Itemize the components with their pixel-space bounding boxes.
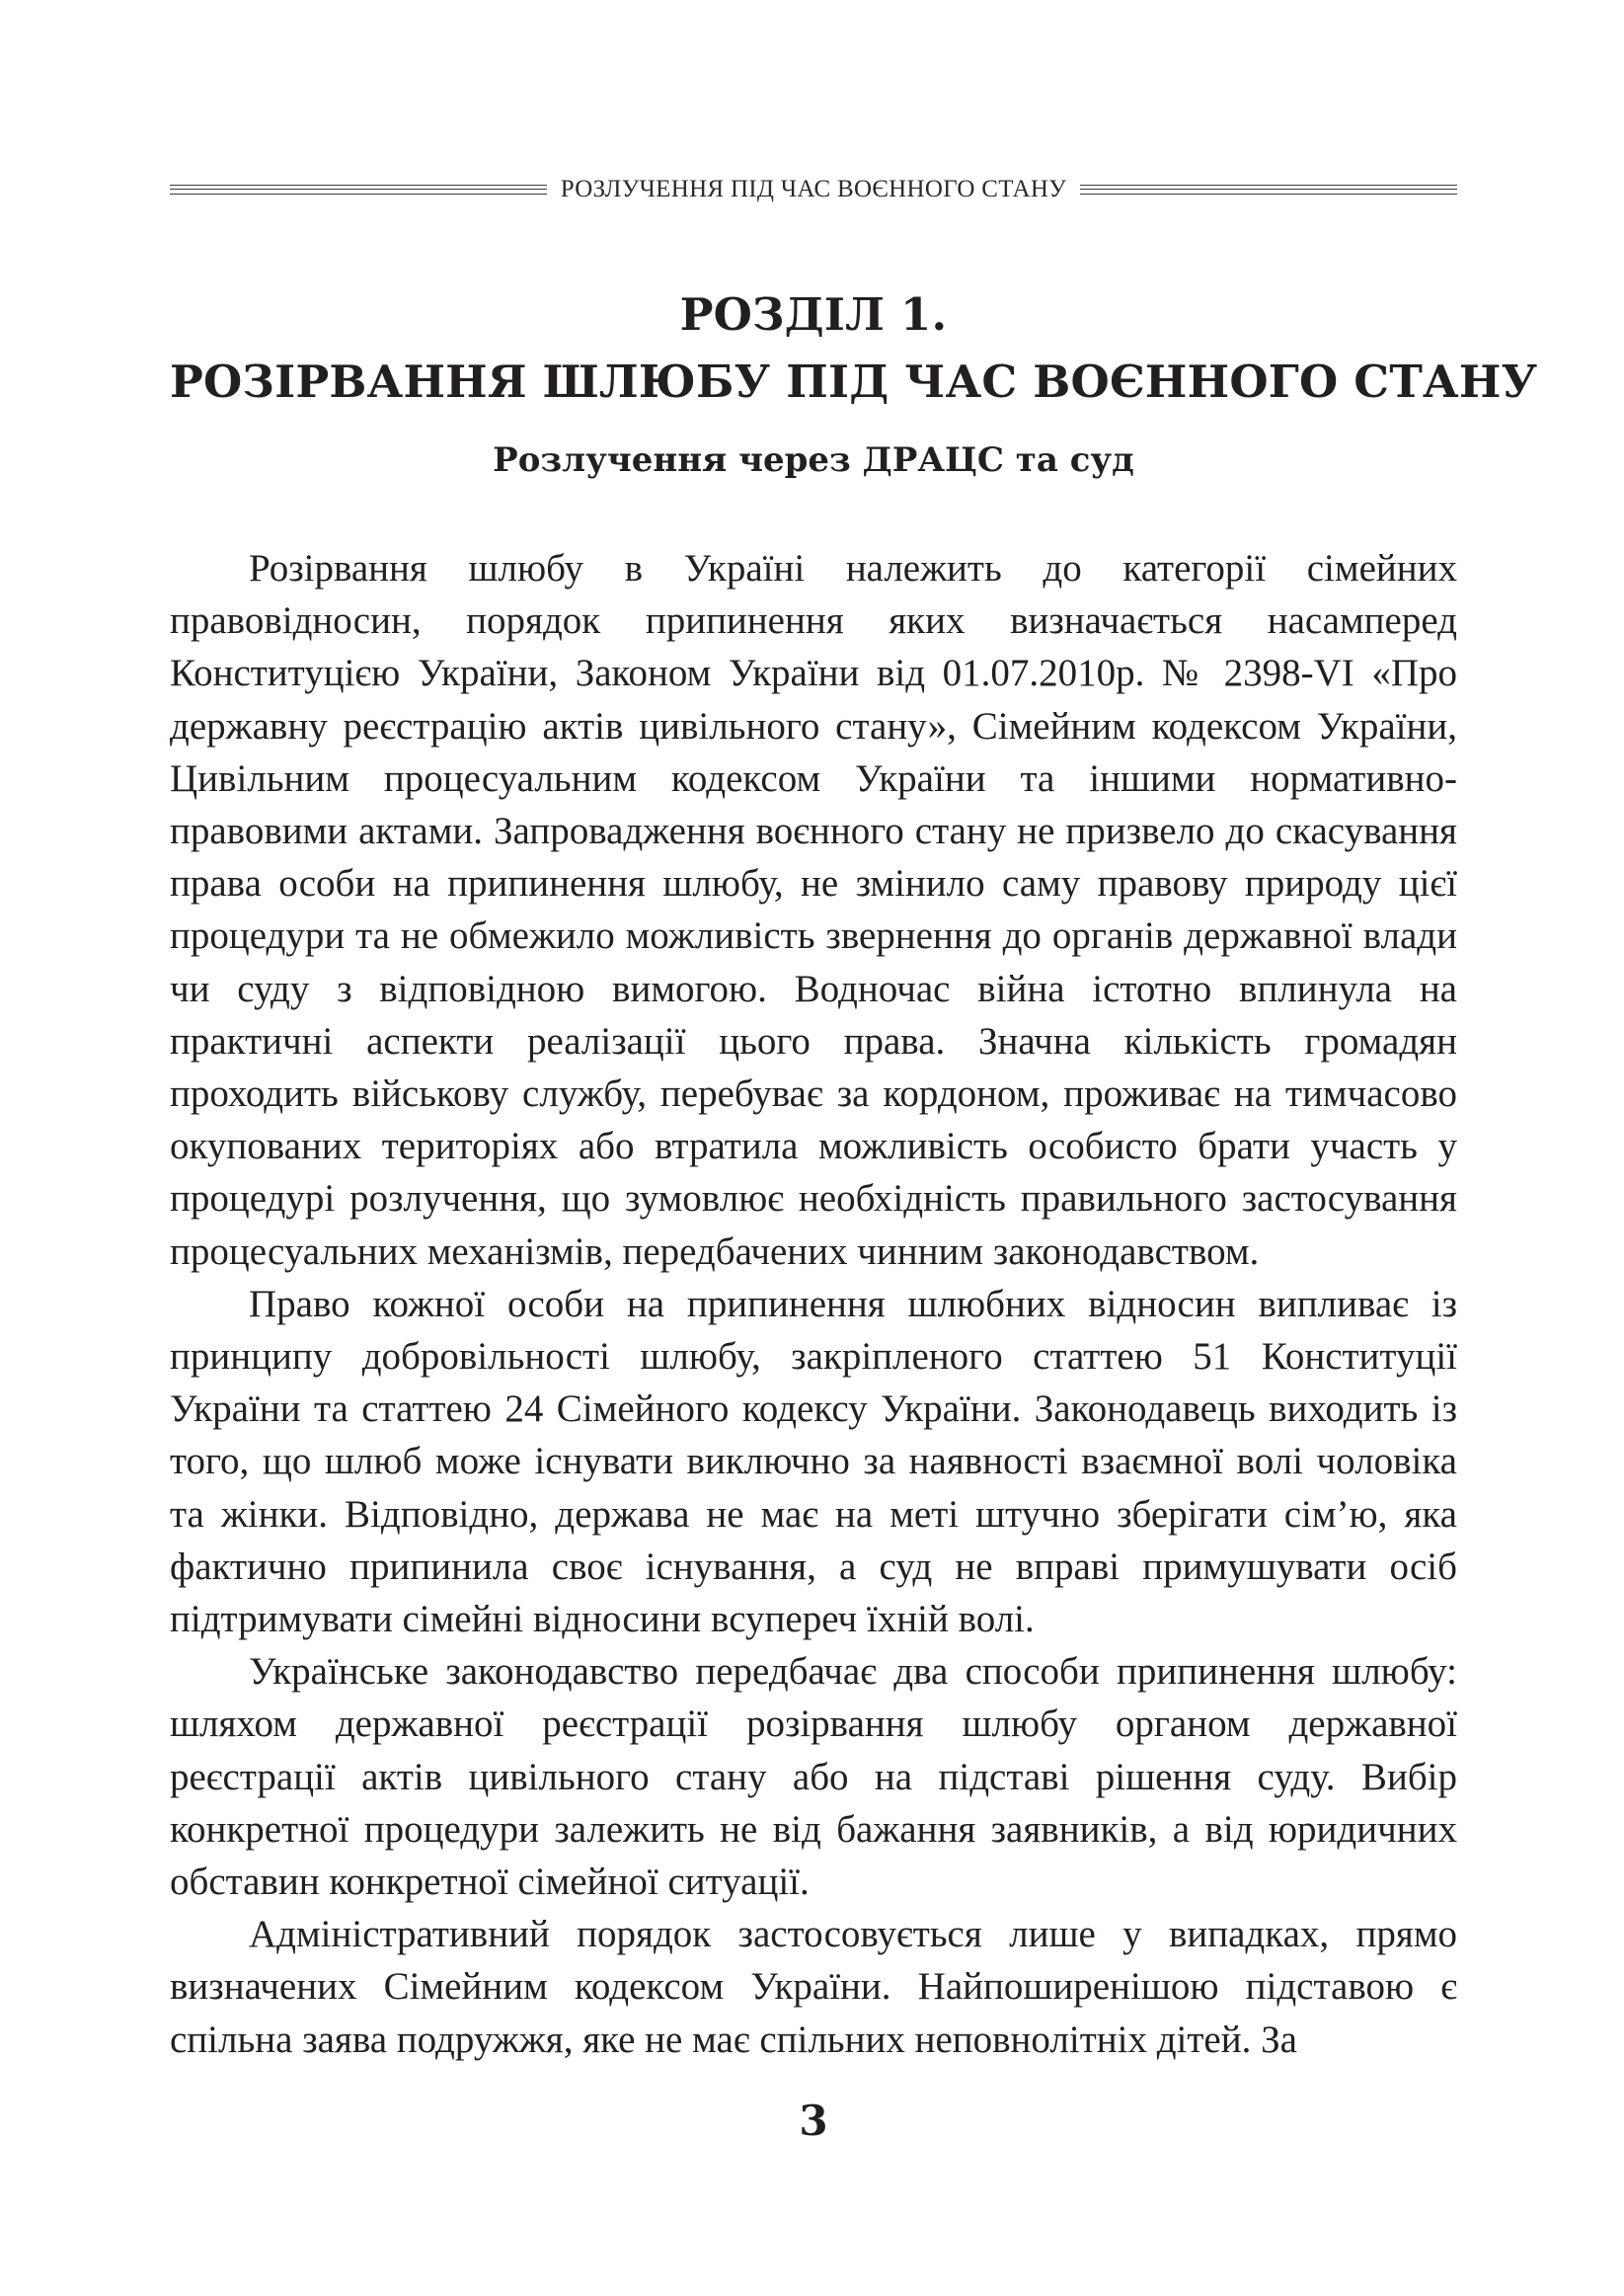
paragraph-2: Право кожної особи на припинення шлюбних відносин випливає із принципу добровільності шлюбу, закріпленого статтею 51 Конституції України та статтею 24 Сімейного кодексу України. Законодавець виходить із того, що шлюб може існувати виключно за наявності взаємної волі чоловіка та жінки. Відповідно, держава не має на меті штучно зберігати сім’ю, яка фактично припинила своє існування, а суд не вправі примушувати осіб підтримувати сімейні відносини всупереч їхній волі. xyxy=(170,1282,1457,1641)
header-rule-left xyxy=(170,185,547,195)
chapter-number: РОЗДІЛ 1. xyxy=(679,288,948,341)
paragraph-1: Розірвання шлюбу в Україні належить до категорії сімейних правовідносин, порядок припинення яких визначається насамперед Конституцією України, Законом України від 01.07.2010р. № 2398-VI «Про державну реєстрацію актів цивільного стану», Сімейним кодексом України, Цивільним процесуальним кодексом України та іншими нормативно-правовими актами. Запровадження воєнного стану не призвело до скасування права особи на припинення шлюбу, не змінило саму правову природу цієї процедури та не обмежило можливість звернення до органів державної влади чи суду з відповідною вимогою. Водночас війна істотно вплинула на практичні аспекти реалізації цього права. Значна кількість громадян проходить військову службу, перебуває за кордоном, проживає на тимчасово окупованих територіях або втратила можливість особисто брати участь у процедурі розлучення, що зумовлює необхідність правильного застосування процесуальних механізмів, передбачених чинним законодавством. xyxy=(170,547,1457,1273)
paragraph-3: Українське законодавство передбачає два способи припинення шлюбу: шляхом державної реєстрації розірвання шлюбу органом державної реєстрації актів цивільного стану або на підставі рішення суду. Вибір конкретної процедури залежить не від бажання заявників, а від юридичних обставин конкретної сімейної ситуації. xyxy=(170,1650,1457,1904)
section-title: Розлучення через ДРАЦС та суд xyxy=(493,440,1134,480)
chapter-title: РОЗІРВАННЯ ШЛЮБУ ПІД ЧАС ВОЄННОГО СТАНУ xyxy=(170,356,1538,408)
body-text xyxy=(170,542,1457,2066)
running-header xyxy=(170,176,1457,203)
header-rule-right xyxy=(1080,185,1457,195)
page-number: 3 xyxy=(799,2097,828,2145)
running-title: РОЗЛУЧЕННЯ ПІД ЧАС ВОЄННОГО СТАНУ xyxy=(560,176,1067,202)
paragraph-4: Адміністративний порядок застосовується лише у випадках, прямо визначених Сімейним кодексом України. Найпоширенішою підставою є спільна заява подружжя, яке не має спільних неповнолітніх дітей. За xyxy=(170,1913,1457,2061)
